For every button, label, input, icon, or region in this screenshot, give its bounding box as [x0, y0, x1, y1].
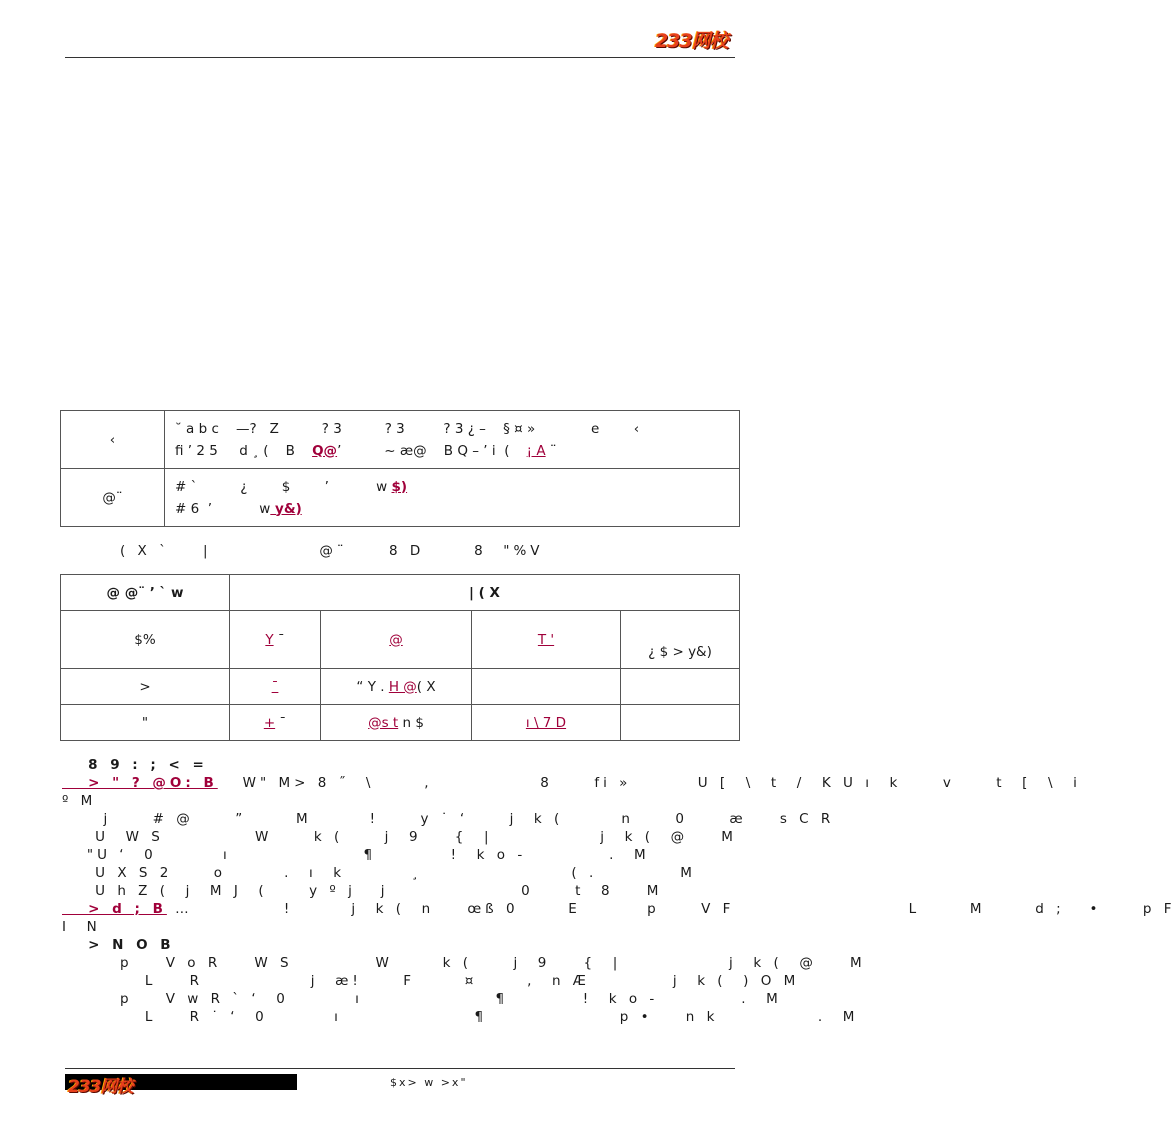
table-header-row — [61, 575, 740, 611]
schedule-table — [60, 574, 740, 741]
text-segment: # 6 ’ w — [175, 500, 271, 517]
table-row — [61, 705, 740, 741]
text-segment: # ` ¿ $ ’ w — [175, 478, 392, 495]
table-row — [61, 611, 740, 669]
cell-link[interactable]: ı \ 7 D — [525, 714, 567, 731]
cell-link[interactable]: H @ — [388, 678, 417, 695]
text-segment: “ Y . — [356, 678, 389, 695]
body-line: L R j æ! F ¤ , n Æ j k ( ) O M — [62, 973, 800, 989]
body-line: U h Z ( j M J ( y º j j 0 t 8 M — [62, 883, 663, 899]
text-segment: ¨ — [545, 442, 557, 459]
table-row — [61, 411, 740, 469]
inline-link[interactable]: ¡ A — [526, 442, 546, 459]
text-segment: ’ ~ æ@ B Q – ’ i ( — [337, 442, 527, 459]
section-heading: 8 9 : ; < = — [62, 757, 208, 773]
body-line: p V w R ` ‘ 0 ı ¶ ! k o - . M — [62, 991, 782, 1007]
row-label: " — [61, 705, 230, 741]
text-segment: ¯ — [273, 631, 285, 648]
footer-text: $x> w >x" — [390, 1076, 468, 1089]
site-logo[interactable]: 233网校 — [655, 30, 728, 52]
cell-link[interactable]: + — [263, 714, 276, 731]
inline-link[interactable]: Q@ — [312, 442, 338, 459]
cell-link[interactable]: @s t — [368, 714, 399, 731]
body-line: U W S W k ( j 9 { | j k ( @ M — [62, 829, 737, 845]
row-content — [165, 411, 740, 469]
footer-divider — [65, 1068, 735, 1069]
row-content — [165, 469, 740, 527]
info-table — [60, 410, 740, 527]
cell-link[interactable]: @ — [389, 631, 403, 648]
section-heading: > N O B — [62, 937, 175, 953]
row-label: > — [61, 669, 230, 705]
content-line: ˘ a b c —? Z ? 3 ? 3 ? 3 ¿ – § ¤ » e ‹ — [175, 420, 640, 437]
table-cell — [230, 669, 321, 705]
content-line — [175, 476, 729, 498]
body-line — [62, 900, 1176, 918]
inline-link[interactable]: > d ; B — [62, 901, 167, 917]
inline-link[interactable]: > " ? @O: B — [62, 775, 218, 791]
body-line: j # @ ” M ! y ˙ ‘ j k ( n 0 æ s C R — [62, 811, 835, 827]
cell-link[interactable]: ¯ — [271, 678, 279, 695]
inline-link[interactable]: $) — [391, 478, 408, 495]
row-label: $% — [61, 611, 230, 669]
table-cell: ¿ $ > y&) — [621, 611, 740, 669]
row-label: ‹ — [61, 411, 165, 469]
table-cell — [472, 611, 621, 669]
table-cell — [621, 669, 740, 705]
body-line: º M — [62, 793, 97, 809]
text-segment: fi ’ 2 5 d ¸ ( B — [175, 442, 313, 459]
header-cell: | ( X — [230, 575, 740, 611]
cell-link[interactable]: Y — [265, 631, 274, 648]
row-label: @¨ — [61, 469, 165, 527]
text-segment: W" M> 8 ˝ \ , 8 fi » U [ \ t / K U ı k v t [ \ i — [217, 775, 1081, 791]
table-cell — [321, 669, 472, 705]
table-cell — [230, 611, 321, 669]
footer-logo[interactable]: 233网校 — [68, 1077, 133, 1097]
text-segment: ( X — [416, 678, 436, 695]
text-segment: … ! j k ( n œß 0 E p V F L M d ; • p F — [166, 901, 1176, 917]
body-line — [62, 774, 1081, 792]
content-line — [175, 440, 729, 462]
text-segment: n $ — [398, 714, 424, 731]
table-cell — [472, 669, 621, 705]
body-text — [62, 756, 1176, 1026]
body-line: U X S 2 o . ı k ¸ ( . M — [62, 865, 696, 881]
table-cell — [472, 705, 621, 741]
table-caption: ( X ` | @¨ 8 D 8 "%V — [120, 543, 544, 559]
table-cell — [230, 705, 321, 741]
body-line: I N — [62, 919, 101, 935]
header-divider — [65, 57, 735, 58]
body-line: L R ˙ ‘ 0 ı ¶ p • n k . M — [62, 1009, 859, 1025]
body-line: "U ‘ 0 ı ¶ ! k o - . M — [62, 847, 650, 863]
table-row — [61, 469, 740, 527]
table-cell — [321, 611, 472, 669]
table-cell — [621, 705, 740, 741]
cell-link[interactable]: T ' — [537, 631, 555, 648]
table-row — [61, 669, 740, 705]
table-cell — [321, 705, 472, 741]
body-line: p V o R W S W k ( j 9 { | j k ( @ M — [62, 955, 866, 971]
header-cell: @ @¨ ’ ` w — [61, 575, 230, 611]
text-segment: ¯ — [275, 714, 287, 731]
content-line — [175, 498, 729, 520]
inline-link[interactable]: y&) — [270, 500, 302, 517]
